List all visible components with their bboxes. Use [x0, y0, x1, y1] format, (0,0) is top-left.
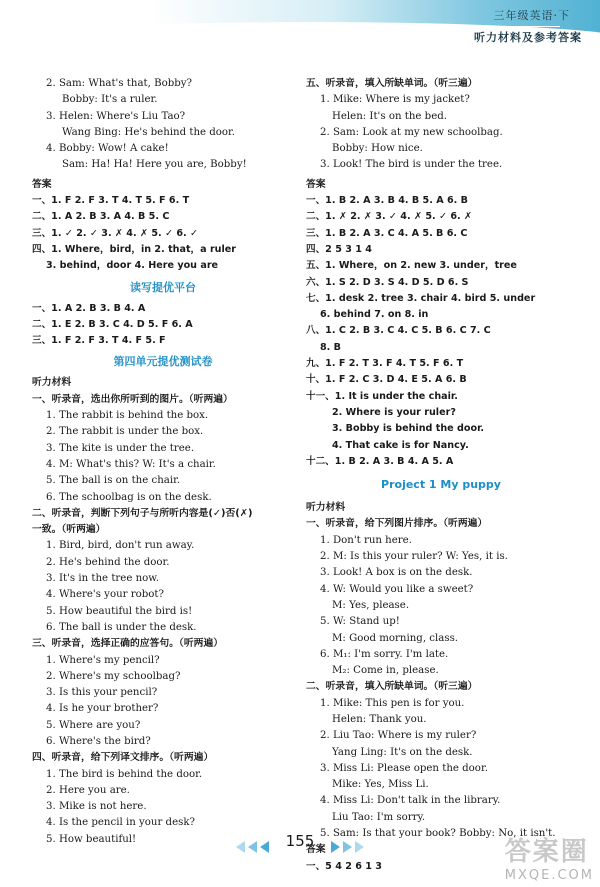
answer-line: 一、1. F 2. F 3. T 4. T 5. F 6. T — [32, 195, 190, 207]
header-section: 听力材料及参考答案 — [474, 31, 582, 44]
answer-line: 8. B — [320, 341, 341, 353]
question-line: 1. Bird, bird, don't run away. — [46, 540, 195, 552]
read-write-heading: 读写提优平台 — [130, 280, 196, 294]
answer-line: 三、1. B 2. A 3. C 4. A 5. B 6. C — [306, 227, 468, 239]
question-heading: 一、听录音，选出你所听到的图片。（听两遍） — [32, 393, 233, 405]
answer-line: 三、1. ✓ 2. ✓ 3. ✗ 4. ✗ 5. ✓ 6. ✓ — [32, 227, 199, 239]
answer-line: 一、1. A 2. B 3. B 4. A — [32, 302, 146, 314]
question-line: 1. The rabbit is behind the box. — [46, 410, 209, 422]
answers-heading: 答案 — [306, 178, 326, 190]
question-line: 5. How beautiful the bird is! — [46, 605, 193, 617]
question-line: 1. The bird is behind the door. — [46, 768, 203, 780]
question-line: M: Good morning, class. — [332, 632, 459, 644]
question-line: Helen: It's on the bed. — [332, 110, 447, 122]
watermark-logo — [505, 831, 594, 883]
question-heading-cont: 一致。（听两遍） — [32, 524, 106, 536]
question-line: 3. Look! A box is on the desk. — [320, 567, 473, 579]
answer-line: 八、1. C 2. B 3. C 4. C 5. B 6. C 7. C — [306, 325, 491, 337]
question-line: 5. The ball is on the chair. — [46, 475, 181, 487]
listening-material-heading: 听力材料 — [306, 502, 346, 514]
question-line: 2. Here you are. — [46, 784, 130, 796]
question-line: 2. Liu Tao: Where is my ruler? — [320, 730, 477, 742]
question-line: 3. Miss Li: Please open the door. — [320, 762, 488, 774]
dialog-line: 2. Sam: What's that, Bobby? — [46, 78, 192, 89]
question-line: 5. Where are you? — [46, 719, 141, 731]
answer-line: 十、1. F 2. C 3. D 4. E 5. A 6. B — [306, 374, 467, 386]
question-line: 3. Mike is not here. — [46, 801, 147, 813]
right-arrow-icon — [355, 841, 364, 853]
answer-line: 一、5 4 2 6 1 3 — [306, 860, 382, 872]
question-line: 2. M: Is this your ruler? W: Yes, it is. — [320, 551, 508, 563]
question-line: 4. Miss Li: Don't talk in the library. — [320, 795, 501, 807]
answer-line: 二、1. E 2. B 3. C 4. D 5. F 6. A — [32, 318, 193, 330]
question-line: 4. M: What's this? W: It's a chair. — [46, 458, 216, 470]
question-line: 5. Sam: Is that your book? Bobby: No, it isn't. — [320, 828, 556, 840]
question-heading: 二、听录音，填入所缺单词。（听三遍） — [306, 681, 478, 693]
unit-test-heading: 第四单元提优测试卷 — [113, 355, 213, 369]
question-line: 1. Don't run here. — [320, 534, 412, 546]
answer-line: 七、1. desk 2. tree 3. chair 4. bird 5. under — [306, 292, 536, 304]
question-line: 5. How beautiful! — [46, 833, 137, 845]
question-line: 5. W: Stand up! — [320, 616, 400, 628]
question-line: 2. The rabbit is under the box. — [46, 426, 204, 438]
question-line: 4. Where's your robot? — [46, 589, 164, 601]
page-number: 155 — [285, 832, 315, 850]
question-line: 3. Look! The bird is under the tree. — [320, 159, 503, 171]
question-line: 3. The kite is under the tree. — [46, 442, 195, 454]
question-line: Helen: Thank you. — [332, 713, 427, 725]
dialog-line: 4. Bobby: Wow! A cake! — [46, 143, 169, 155]
left-arrow-icon — [236, 841, 245, 853]
question-line: Mike: Yes, Miss Li. — [332, 779, 429, 791]
question-line: 6. The ball is under the desk. — [46, 621, 197, 633]
answer-line: 四、2 5 3 1 4 — [306, 243, 372, 255]
question-line: 6. Where's the bird? — [46, 735, 151, 747]
watermark-domain: MXQE.COM — [504, 868, 594, 883]
question-line: 6. M₁: I'm sorry. I'm late. — [320, 648, 449, 660]
answer-line: 3. Bobby is behind the door. — [332, 423, 485, 435]
question-heading: 四、听录音，给下列译文排序。（听两遍） — [32, 752, 214, 764]
dialog-line: Sam: Ha! Ha! Here you are, Bobby! — [62, 159, 247, 171]
header-divider — [410, 26, 560, 27]
project-heading: Project 1 My puppy — [381, 478, 501, 492]
question-line: 3. Is this your pencil? — [46, 687, 158, 699]
left-arrow-icon — [260, 841, 269, 853]
question-line: 6. The schoolbag is on the desk. — [46, 491, 212, 503]
question-line: M: Yes, please. — [332, 599, 410, 611]
left-column — [32, 76, 294, 848]
question-line: Bobby: How nice. — [332, 143, 423, 155]
question-heading: 三、听录音，选择正确的应答句。（听两遍） — [32, 638, 224, 650]
question-heading: 五、听录音，填入所缺单词。（听三遍） — [306, 78, 478, 89]
right-arrow-icon — [331, 841, 340, 853]
dialog-line: Wang Bing: He's behind the door. — [62, 126, 236, 138]
answer-line: 二、1. ✗ 2. ✗ 3. ✓ 4. ✗ 5. ✓ 6. ✗ — [306, 211, 473, 223]
question-line: 4. Is he your brother? — [46, 703, 159, 715]
answer-line: 三、1. F 2. F 3. T 4. F 5. F — [32, 335, 166, 347]
question-line: M₂: Come in, please. — [332, 665, 439, 677]
answer-line: 五、1. Where，on 2. new 3. under，tree — [306, 260, 517, 272]
question-line: 1. Mike: This pen is for you. — [320, 697, 465, 709]
answer-line: 4. That cake is for Nancy. — [332, 439, 469, 451]
right-arrow-icon — [343, 841, 352, 853]
question-line: 2. He's behind the door. — [46, 556, 170, 568]
answers-heading: 答案 — [32, 178, 52, 190]
question-line: Liu Tao: I'm sorry. — [332, 811, 426, 823]
page-header — [0, 0, 600, 62]
answer-line: 九、1. F 2. T 3. F 4. T 5. F 6. T — [306, 358, 464, 370]
left-arrow-icon — [248, 841, 257, 853]
answer-line: 6. behind 7. on 8. in — [320, 309, 429, 321]
header-grade-subject: 三年级英语·下 — [493, 9, 570, 22]
dialog-line: 3. Helen: Where's Liu Tao? — [46, 110, 186, 122]
question-heading: 一、听录音，给下列图片排序。（听两遍） — [306, 518, 488, 530]
question-line: 4. W: Would you like a sweet? — [320, 583, 474, 595]
answers-heading: 答案 — [306, 844, 326, 856]
dialog-line: Bobby: It's a ruler. — [62, 94, 158, 106]
question-line: 4. Is the pencil in your desk? — [46, 817, 195, 829]
answer-line: 十二、1. B 2. A 3. B 4. A 5. A — [306, 455, 454, 467]
answer-line: 四、1. Where，bird，in 2. that，a ruler — [32, 243, 237, 255]
answer-line: 3. behind，door 4. Here you are — [46, 260, 219, 272]
question-line: 1. Mike: Where is my jacket? — [320, 94, 470, 106]
answer-line: 一、1. B 2. A 3. B 4. B 5. A 6. B — [306, 195, 468, 207]
answer-line: 六、1. S 2. D 3. S 4. D 5. D 6. S — [306, 276, 469, 288]
listening-material-heading: 听力材料 — [32, 377, 72, 389]
question-heading: 二、听录音，判断下列句子与所听内容是(✓)否(✗) — [32, 507, 253, 519]
question-line: 2. Sam: Look at my new schoolbag. — [320, 126, 503, 138]
answer-line: 二、1. A 2. B 3. A 4. B 5. C — [32, 211, 170, 223]
question-line: 1. Where's my pencil? — [46, 654, 160, 666]
right-column — [306, 76, 576, 875]
watermark-text: 答案圈 — [504, 837, 589, 867]
question-line: 3. It's in the tree now. — [46, 573, 160, 585]
question-line: Yang Ling: It's on the desk. — [332, 746, 473, 758]
answer-line: 十一、1. It is under the chair. — [306, 390, 458, 402]
question-line: 2. Where's my schoolbag? — [46, 670, 181, 682]
answer-line: 2. Where is your ruler? — [332, 406, 456, 418]
